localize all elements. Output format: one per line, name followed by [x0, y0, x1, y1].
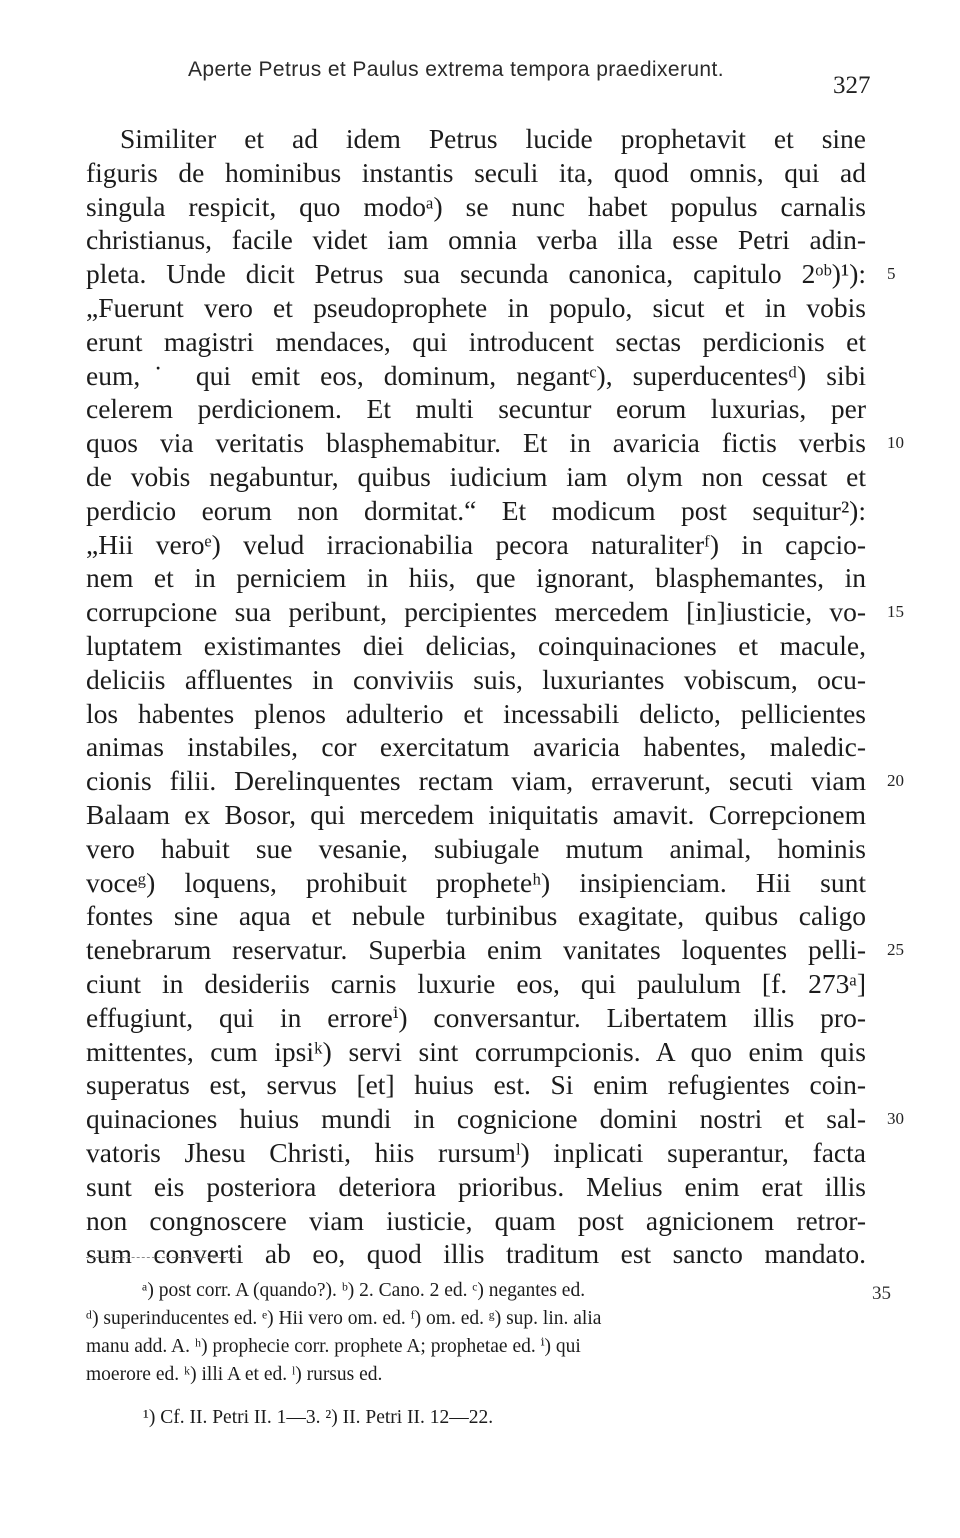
text-line: tenebrarum reservatur. Superbia enim vanitates loquentes pelli- [86, 934, 866, 966]
running-title: Aperte Petrus et Paulus extrema tempora praedixerunt. [188, 58, 724, 81]
margin-line-number: 25 [887, 940, 904, 959]
text-line: erunt magistri mendaces, qui introducent sectas perdicionis et [86, 325, 866, 357]
margin-line-number: 5 [887, 264, 896, 283]
text-line: non congnoscere viam iusticie, quam post agnicionem retror- [86, 1204, 866, 1236]
text-line: de vobis negabuntur, quibus iudicium iam olym non cessat et [86, 461, 866, 492]
text-line: „Hii veroᵉ) velud irracionabilia pecora naturaliterᶠ) in capcio- [86, 528, 866, 560]
text-line: los habentes plenos adulterio et incessabili delicto, pellicientes [86, 697, 866, 729]
margin-line-number: 15 [887, 602, 904, 621]
text-line: figuris de hominibus instantis seculi ita, quod omnis, qui ad [86, 156, 866, 188]
text-line: eum,˙ qui emit eos, dominum, negantᶜ), superducentesᵈ) sibi [86, 359, 866, 391]
apparatus-line: moerore ed. ᵏ) illi A et ed. ˡ) rursus ed. [86, 1364, 383, 1385]
text-line: deliciis affluentes in conviviis suis, luxuriantes vobiscum, ocu- [86, 663, 866, 695]
text-line: quinaciones huius mundi in cognicione domini nostri et sal- [86, 1103, 866, 1135]
text-line: luptatem existimantes diei delicias, coinquinaciones et macule, [86, 630, 866, 661]
apparatus-line: ᵈ) superinducentes ed. ᵉ) Hii vero om. ed. ᶠ) om. ed. ᵍ) sup. lin. alia [86, 1308, 602, 1329]
text-line: pleta. Unde dicit Petrus sua secunda canonica, capitulo 2ᵒᵇ)¹): [86, 258, 866, 290]
text-line: sunt eis posteriora deteriora prioribus. Melius enim erat illis [86, 1170, 866, 1202]
text-line: quos via veritatis blasphemabitur. Et in avaricia fictis verbis [86, 427, 866, 459]
text-line: vatoris Jhesu Christi, hiis rursumˡ) inplicati superantur, facta [86, 1137, 866, 1168]
text-line: effugiunt, qui in erroreⁱ) conversantur. Libertatem illis pro- [86, 1001, 866, 1033]
text-line: perdicio eorum non dormitat.“ Et modicum post sequitur²): [86, 494, 866, 526]
text-line: animas instabiles, cor exercitatum avaricia habentes, maledic- [86, 731, 866, 763]
text-line: mittentes, cum ipsiᵏ) servi sint corrumpcionis. A quo enim quis [86, 1035, 866, 1067]
text-line: nem et in perniciem in hiis, que ignorant, blasphemantes, in [86, 562, 866, 594]
source-references: ¹) Cf. II. Petri II. 1—3. ²) II. Petri II. 12—22. [143, 1407, 494, 1428]
text-line: sum converti ab eo, quod illis traditum est sancto mandato. [86, 1238, 866, 1270]
text-line: Similiter et ad idem Petrus lucide prophetavit et sine [120, 123, 866, 154]
text-line: christianus, facile videt iam omnia verba illa esse Petri adin- [86, 224, 866, 256]
margin-line-number: 20 [887, 771, 904, 790]
apparatus-line-number: 35 [872, 1283, 891, 1304]
apparatus-line: ᵃ) post corr. A (quando?). ᵇ) 2. Cano. 2 ed. ᶜ) negantes ed. [142, 1280, 586, 1301]
text-line: fontes sine aqua et nebule turbinibus exagitate, quibus caligo [86, 900, 866, 932]
text-line: vero habuit sue vesanie, subiugale mutum animal, hominis [86, 832, 866, 864]
text-line: „Fuerunt vero et pseudoprophete in populo, sicut et in vobis [86, 292, 866, 323]
margin-line-number: 10 [887, 433, 904, 452]
text-line: corrupcione sua peribunt, percipientes mercedem [in]iusticie, vo- [86, 596, 866, 628]
margin-line-number: 30 [887, 1109, 904, 1128]
footnote-divider [86, 1257, 236, 1258]
apparatus-line: manu add. A. ʰ) prophecie corr. prophete A; prophetae ed. ⁱ) qui [86, 1336, 581, 1357]
text-line: superatus est, servus [et] huius est. Si enim refugientes coin- [86, 1069, 866, 1101]
text-line: singula respicit, quo modoᵃ) se nunc habet populus carnalis [86, 190, 866, 222]
text-line: ciunt in desideriis carnis luxurie eos, qui paululum [f. 273ᵃ] [86, 968, 866, 999]
text-line: cionis filii. Derelinquentes rectam viam, erraverunt, secuti viam [86, 765, 866, 797]
page-number: 327 [833, 72, 871, 99]
text-line: Balaam ex Bosor, qui mercedem iniquitatis amavit. Correpcionem [86, 799, 866, 830]
text-line: celerem perdicionem. Et multi secuntur eorum luxurias, per [86, 393, 866, 425]
text-line: voceᵍ) loquens, prohibuit propheteʰ) insipienciam. Hii sunt [86, 866, 866, 898]
